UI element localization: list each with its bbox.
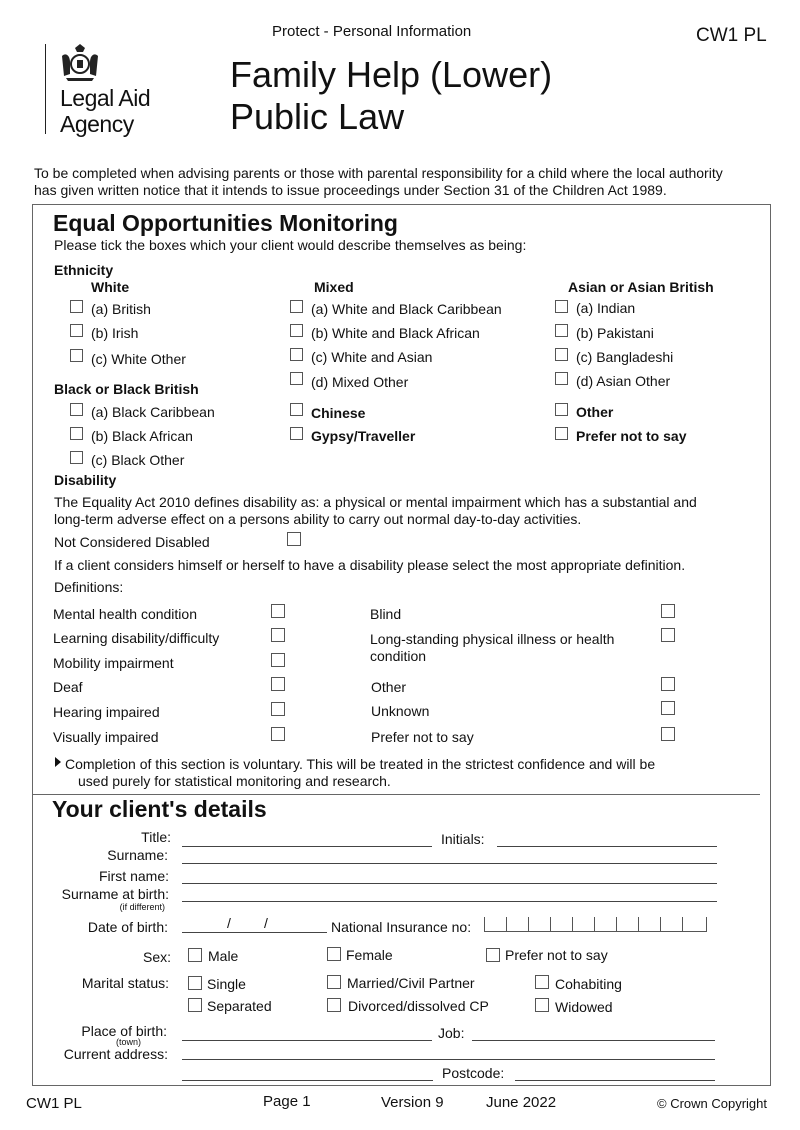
checkbox-ethnicity-prefer-not[interactable]: [555, 427, 568, 440]
form-code: CW1 PL: [696, 25, 767, 46]
white-other-label: (c) White Other: [91, 351, 186, 367]
dob-field[interactable]: [182, 932, 327, 933]
if-different-note: (if different): [119, 902, 165, 912]
checkbox-female[interactable]: [327, 947, 341, 961]
sex-label: Sex:: [142, 949, 171, 965]
checkbox-hearing-impaired[interactable]: [271, 702, 285, 716]
protect-label: Protect - Personal Information: [272, 23, 472, 40]
black-label: Black or Black British: [54, 381, 199, 397]
footer-form-code: CW1 PL: [26, 1095, 82, 1112]
client-details-heading: Your client's details: [52, 796, 267, 822]
checkbox-mixed-white-black-caribbean[interactable]: [290, 300, 303, 313]
disability-definition-line1: The Equality Act 2010 defines disability as: a physical or mental impairment which has a substantial and: [54, 494, 697, 510]
address-line-2-field[interactable]: [182, 1080, 433, 1081]
black-caribbean-label: (a) Black Caribbean: [91, 404, 215, 420]
asian-indian-label: (a) Indian: [576, 300, 636, 316]
married-label: Married/Civil Partner: [347, 975, 475, 991]
bullet-arrow-icon: [55, 757, 61, 767]
checkbox-visually-impaired[interactable]: [271, 727, 285, 741]
disability-other-label: Other: [371, 679, 407, 695]
agency-name-line1: Legal Aid: [60, 85, 151, 111]
current-address-label: Current address:: [63, 1046, 168, 1062]
dob-label: Date of birth:: [87, 919, 168, 935]
checkbox-disability-prefer-not[interactable]: [661, 727, 675, 741]
disability-unknown-label: Unknown: [371, 703, 430, 719]
checkbox-ethnicity-other[interactable]: [555, 403, 568, 416]
checkbox-mobility-impairment[interactable]: [271, 653, 285, 667]
visually-impaired-label: Visually impaired: [53, 729, 159, 745]
checkbox-separated[interactable]: [188, 998, 202, 1012]
mental-health-label: Mental health condition: [53, 606, 197, 622]
royal-coat-of-arms-icon: [58, 42, 102, 82]
asian-label: Asian or Asian British: [568, 279, 714, 295]
checkbox-asian-other[interactable]: [555, 372, 568, 385]
ethnicity-other-label: Other: [576, 404, 614, 420]
brand-divider: [45, 44, 46, 134]
male-label: Male: [208, 948, 239, 964]
checkbox-white-other[interactable]: [70, 349, 83, 362]
footer-date: June 2022: [486, 1094, 557, 1111]
first-name-field[interactable]: [182, 883, 717, 884]
checkbox-mental-health[interactable]: [271, 604, 285, 618]
title-field[interactable]: [182, 846, 432, 847]
checkbox-white-british[interactable]: [70, 300, 83, 313]
learning-disability-label: Learning disability/difficulty: [53, 630, 220, 646]
job-field[interactable]: [472, 1040, 715, 1041]
checkbox-black-caribbean[interactable]: [70, 403, 83, 416]
voluntary-note-line2: used purely for statistical monitoring and research.: [78, 773, 391, 789]
checkbox-blind[interactable]: [661, 604, 675, 618]
town-note: (town): [115, 1037, 141, 1047]
postcode-label: Postcode:: [442, 1065, 505, 1081]
checkbox-asian-indian[interactable]: [555, 300, 568, 313]
checkbox-learning-disability[interactable]: [271, 628, 285, 642]
separated-label: Separated: [207, 998, 272, 1014]
checkbox-cohabiting[interactable]: [535, 975, 549, 989]
cohabiting-label: Cohabiting: [555, 976, 622, 992]
mixed-white-black-african-label: (b) White and Black African: [311, 325, 480, 341]
ethnicity-label: Ethnicity: [54, 262, 114, 278]
voluntary-note-line1: Completion of this section is voluntary. This will be treated in the strictest confidence and will be: [65, 756, 656, 772]
dob-separator-1: /: [227, 915, 231, 931]
checkbox-mixed-white-asian[interactable]: [290, 348, 303, 361]
title-label: Title:: [141, 829, 171, 845]
definitions-label: Definitions:: [54, 579, 124, 595]
mixed-other-label: (d) Mixed Other: [311, 374, 409, 390]
asian-pakistani-label: (b) Pakistani: [576, 325, 654, 341]
postcode-field[interactable]: [515, 1080, 715, 1081]
page-title-line2: Public Law: [230, 96, 405, 137]
gypsy-traveller-label: Gypsy/Traveller: [311, 428, 416, 444]
checkbox-white-irish[interactable]: [70, 324, 83, 337]
single-label: Single: [207, 976, 246, 992]
checkbox-black-african[interactable]: [70, 427, 83, 440]
hearing-impaired-label: Hearing impaired: [53, 704, 160, 720]
checkbox-chinese[interactable]: [290, 403, 303, 416]
white-irish-label: (b) Irish: [91, 325, 139, 341]
checkbox-long-standing-illness[interactable]: [661, 628, 675, 642]
checkbox-asian-bangladeshi[interactable]: [555, 348, 568, 361]
not-considered-disabled-label: Not Considered Disabled: [54, 534, 210, 550]
checkbox-widowed[interactable]: [535, 998, 549, 1012]
checkbox-black-other[interactable]: [70, 451, 83, 464]
disability-definition-line2: long-term adverse effect on a persons ability to carry out normal day-to-day activities.: [54, 511, 582, 527]
widowed-label: Widowed: [555, 999, 613, 1015]
black-african-label: (b) Black African: [91, 428, 193, 444]
checkbox-divorced[interactable]: [327, 998, 341, 1012]
checkbox-male[interactable]: [188, 948, 202, 962]
surname-field[interactable]: [182, 863, 717, 864]
place-of-birth-label: Place of birth:: [81, 1023, 167, 1039]
disability-prefer-not-label: Prefer not to say: [371, 729, 474, 745]
ethnicity-prefer-not-label: Prefer not to say: [576, 428, 687, 444]
checkbox-mixed-other[interactable]: [290, 372, 303, 385]
checkbox-sex-prefer-not[interactable]: [486, 948, 500, 962]
sex-prefer-not-label: Prefer not to say: [505, 947, 608, 963]
page-title-line1: Family Help (Lower): [230, 54, 553, 95]
disability-heading: Disability: [54, 472, 117, 488]
footer-version: Version 9: [381, 1094, 444, 1111]
ni-label: National Insurance no:: [331, 919, 472, 935]
job-label: Job:: [438, 1025, 465, 1041]
surname-at-birth-field[interactable]: [182, 901, 717, 902]
agency-name-line2: Agency: [60, 111, 134, 137]
intro-text-line2: has given written notice that it intends to issue proceedings under Section 31 of the Children Act 1989.: [34, 182, 667, 198]
first-name-label: First name:: [98, 868, 169, 884]
mixed-white-asian-label: (c) White and Asian: [311, 349, 433, 365]
checkbox-not-considered-disabled[interactable]: [287, 532, 301, 546]
footer-copyright: © Crown Copyright: [657, 1096, 768, 1111]
deaf-label: Deaf: [53, 679, 83, 695]
address-line-1-field[interactable]: [182, 1059, 715, 1060]
black-other-label: (c) Black Other: [91, 452, 185, 468]
dob-separator-2: /: [264, 915, 268, 931]
checkbox-single[interactable]: [188, 976, 202, 990]
initials-label: Initials:: [441, 831, 485, 847]
checkbox-mixed-white-black-african[interactable]: [290, 324, 303, 337]
female-label: Female: [346, 947, 393, 963]
asian-other-label: (d) Asian Other: [576, 373, 671, 389]
surname-label: Surname:: [107, 847, 168, 863]
disability-select-text: If a client considers himself or herself to have a disability please select the most appropriate definition.: [54, 557, 686, 573]
marital-status-label: Marital status:: [81, 975, 169, 991]
footer-page-number: Page 1: [263, 1093, 311, 1110]
checkbox-gypsy-traveller[interactable]: [290, 427, 303, 440]
surname-at-birth-label: Surname at birth:: [61, 886, 169, 902]
white-british-label: (a) British: [91, 301, 151, 317]
mixed-white-black-caribbean-label: (a) White and Black Caribbean: [311, 301, 502, 317]
chinese-label: Chinese: [311, 405, 366, 421]
divorced-label: Divorced/dissolved CP: [348, 998, 489, 1014]
place-of-birth-field[interactable]: [182, 1040, 432, 1041]
checkbox-asian-pakistani[interactable]: [555, 324, 568, 337]
long-standing-illness-label: Long-standing physical illness or health: [370, 631, 615, 647]
white-label: White: [91, 279, 130, 295]
equal-ops-instruction: Please tick the boxes which your client would describe themselves as being:: [54, 237, 527, 253]
initials-field[interactable]: [497, 846, 717, 847]
section-divider: [33, 794, 760, 795]
mixed-label: Mixed: [314, 279, 354, 295]
equal-ops-heading: Equal Opportunities Monitoring: [53, 210, 398, 236]
blind-label: Blind: [370, 606, 402, 622]
checkbox-deaf[interactable]: [271, 677, 285, 691]
checkbox-disability-other[interactable]: [661, 677, 675, 691]
checkbox-disability-unknown[interactable]: [661, 701, 675, 715]
asian-bangladeshi-label: (c) Bangladeshi: [576, 349, 674, 365]
long-standing-illness-label-cont: condition: [370, 648, 427, 664]
mobility-impairment-label: Mobility impairment: [53, 655, 174, 671]
checkbox-married[interactable]: [327, 975, 341, 989]
intro-text-line1: To be completed when advising parents or those with parental responsibility for a child where the local authority: [34, 165, 723, 181]
